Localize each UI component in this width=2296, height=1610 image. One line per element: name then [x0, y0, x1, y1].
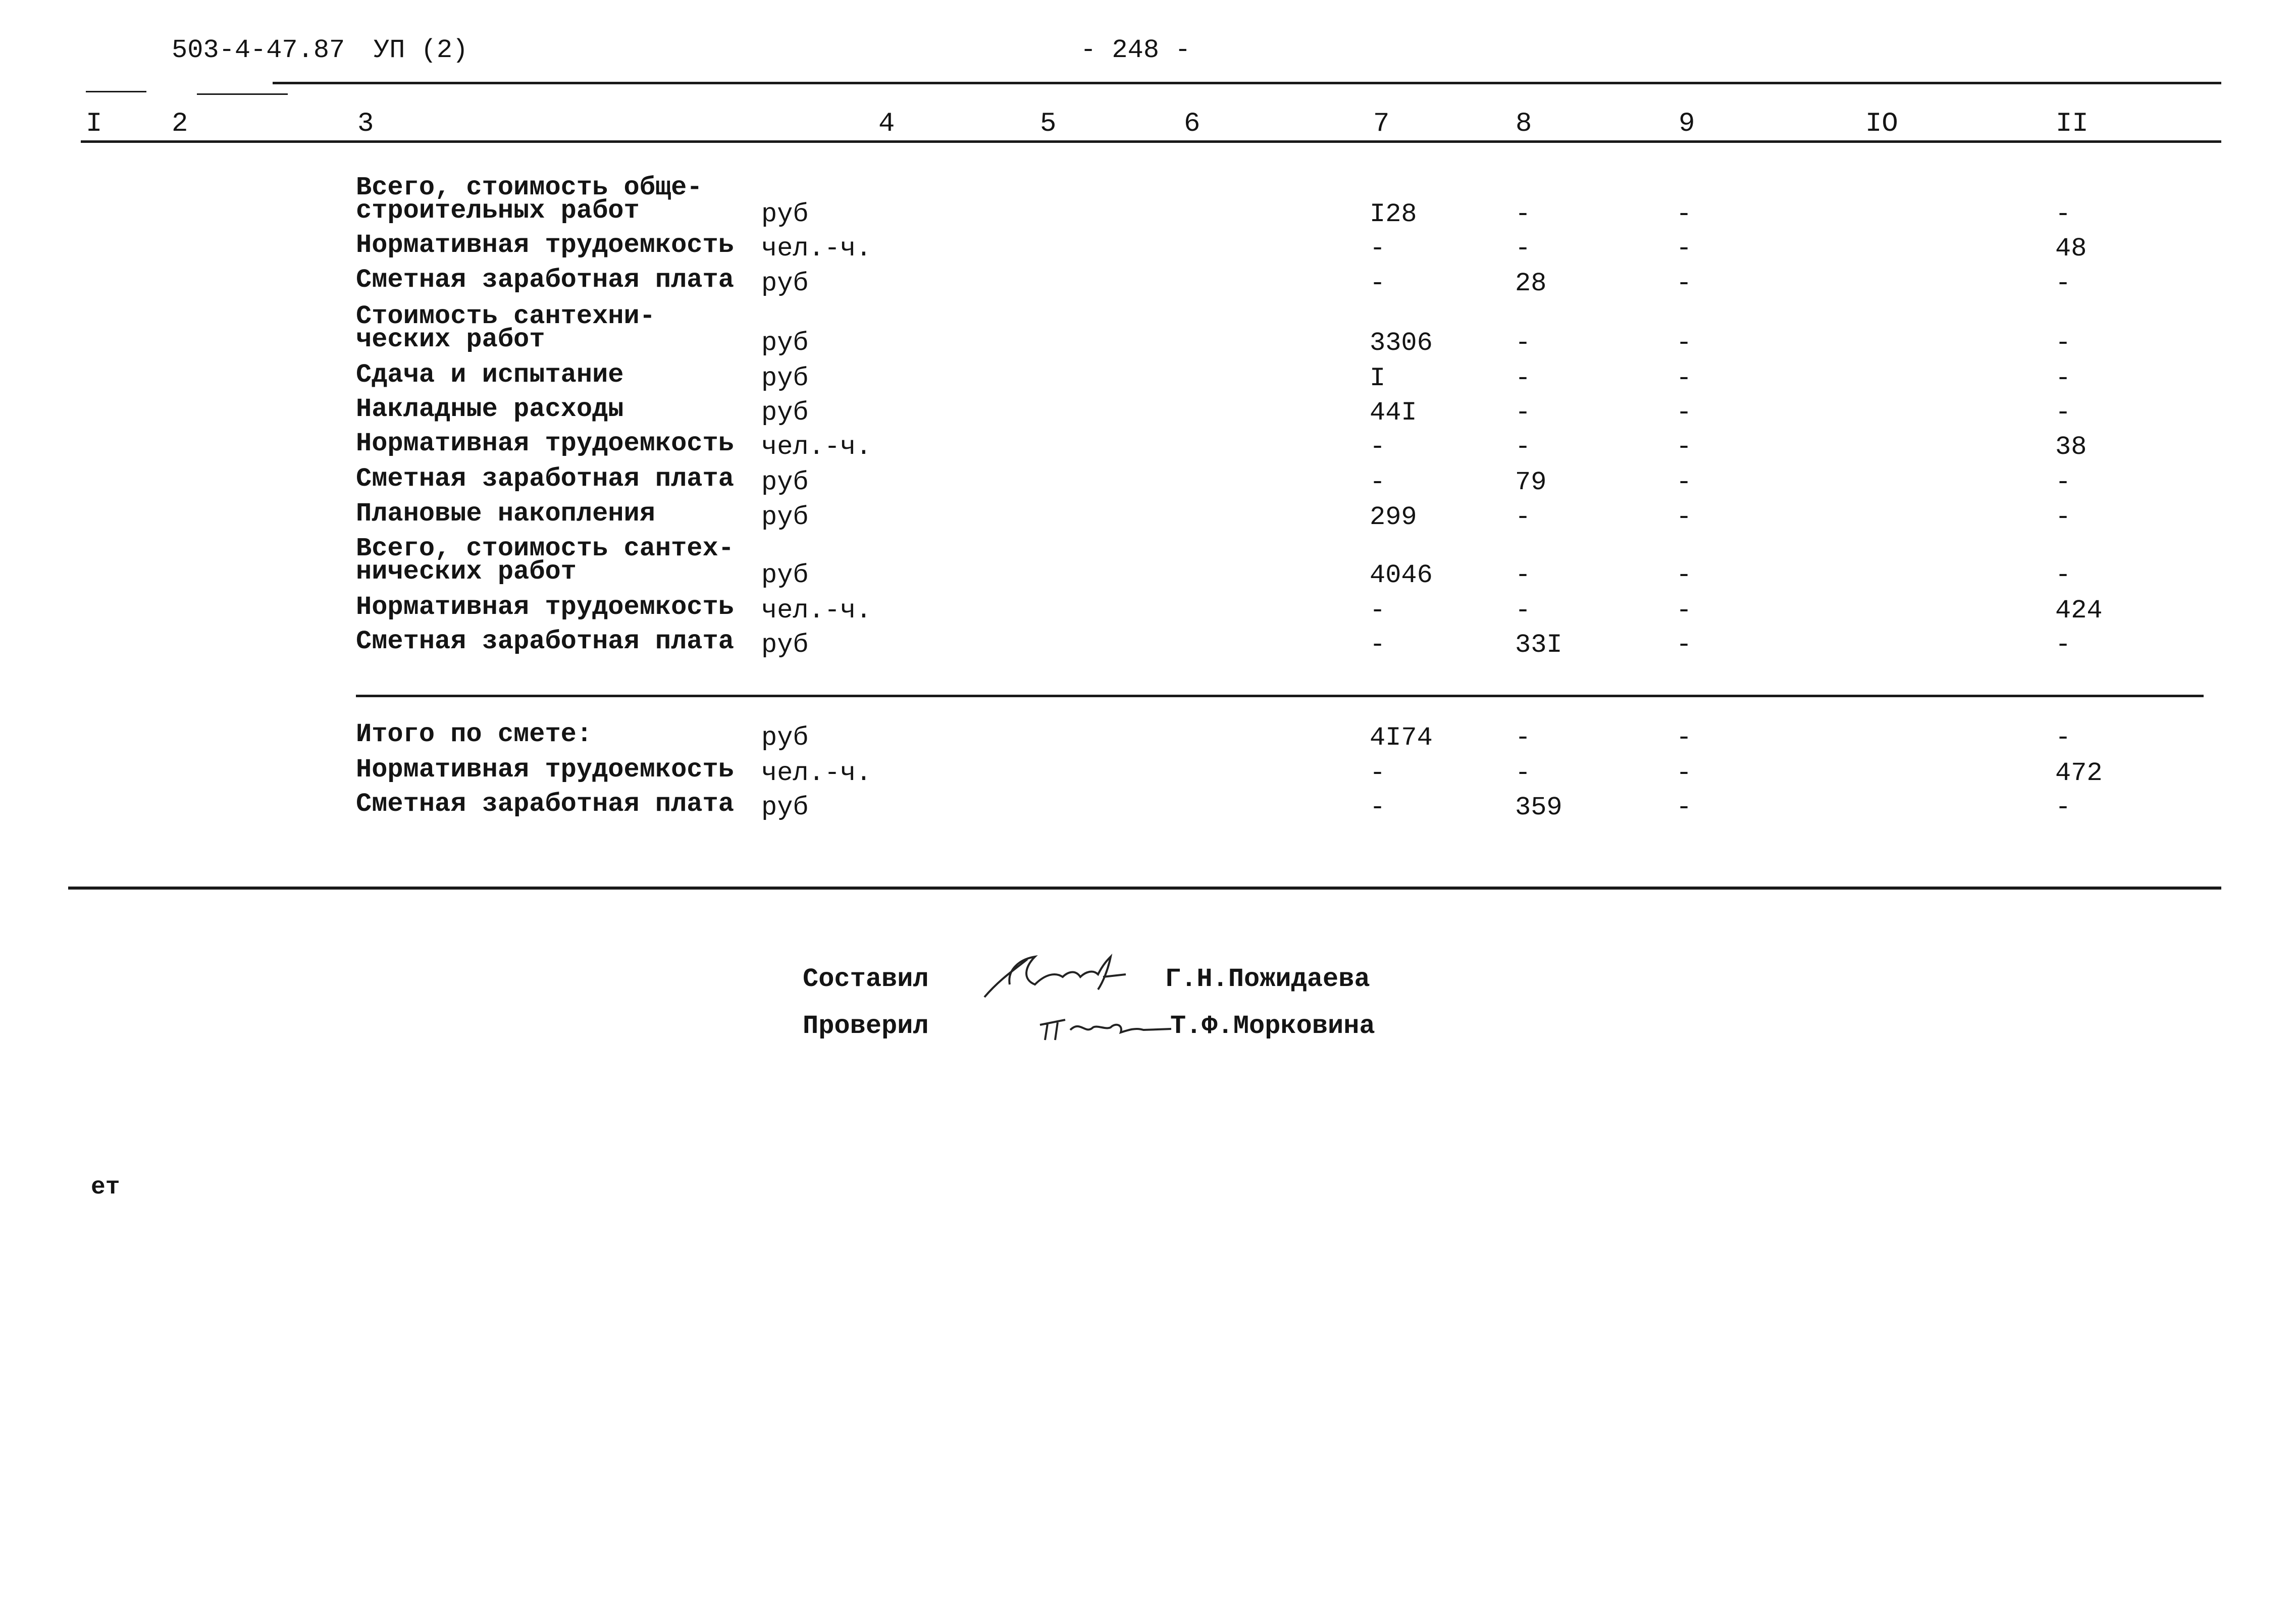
row-description: Нормативная трудоемкость — [356, 755, 734, 785]
row-col7-value: - — [1370, 630, 1386, 660]
row-col11-value: - — [2055, 723, 2071, 753]
row-description: Сметная заработная плата — [356, 627, 734, 656]
column-number: 6 — [1184, 109, 1201, 139]
row-description: Всего, стоимость обще- строительных работ — [356, 173, 703, 226]
document-code: 503-4-47.87 — [172, 35, 345, 65]
row-col11-value: - — [2055, 199, 2071, 229]
row-col9-value: - — [1676, 363, 1692, 393]
row-unit: руб — [761, 560, 809, 590]
row-col8-value: - — [1515, 398, 1531, 428]
row-col11-value: - — [2055, 793, 2071, 822]
row-unit: чел.-ч. — [761, 596, 872, 626]
row-col11-value: 48 — [2055, 234, 2087, 264]
row-description: Сметная заработная плата — [356, 789, 734, 819]
header-top-rule-fragment — [197, 93, 288, 95]
header-top-rule-fragment — [86, 91, 146, 92]
header-top-rule — [273, 82, 2221, 84]
row-col8-value: 79 — [1515, 468, 1547, 497]
header-bottom-rule — [81, 140, 2221, 143]
row-col7-value: 4I74 — [1370, 723, 1433, 753]
row-description: Сдача и испытание — [356, 360, 624, 390]
row-col11-value: - — [2055, 560, 2071, 590]
row-unit: чел.-ч. — [761, 432, 872, 462]
row-col7-value: 44I — [1370, 398, 1417, 428]
subtotal-rule — [356, 695, 2204, 697]
row-unit: чел.-ч. — [761, 758, 872, 788]
row-col11-value: 472 — [2055, 758, 2103, 788]
column-number: I — [86, 109, 102, 139]
row-col7-value: - — [1370, 596, 1386, 626]
row-col8-value: - — [1515, 234, 1531, 264]
table-bottom-rule — [68, 887, 2221, 890]
row-col7-value: - — [1370, 432, 1386, 462]
row-description: Стоимость сантехни- ческих работ — [356, 301, 655, 354]
row-description: Сметная заработная плата — [356, 464, 734, 494]
row-col7-value: 3306 — [1370, 328, 1433, 358]
row-col9-value: - — [1676, 269, 1692, 298]
row-col8-value: - — [1515, 596, 1531, 626]
row-unit: руб — [761, 363, 809, 393]
column-number: 7 — [1373, 109, 1390, 139]
row-col11-value: - — [2055, 269, 2071, 298]
row-col9-value: - — [1676, 199, 1692, 229]
checked-by-label: Проверил — [803, 1011, 929, 1041]
page-number: - 248 - — [1080, 35, 1191, 65]
row-col9-value: - — [1676, 596, 1692, 626]
row-col11-value: - — [2055, 630, 2071, 660]
row-col11-value: 424 — [2055, 596, 2103, 626]
column-number: 2 — [172, 109, 188, 139]
row-description: Итого по смете: — [356, 719, 593, 749]
row-col7-value: I — [1370, 363, 1386, 393]
row-col7-value: - — [1370, 234, 1386, 264]
row-col9-value: - — [1676, 630, 1692, 660]
column-number: 8 — [1516, 109, 1532, 139]
column-number: II — [2056, 109, 2089, 139]
row-description: Нормативная трудоемкость — [356, 230, 734, 260]
row-description: Сметная заработная плата — [356, 265, 734, 295]
column-number: 5 — [1040, 109, 1057, 139]
row-col8-value: 33I — [1515, 630, 1562, 660]
row-col11-value: - — [2055, 398, 2071, 428]
row-unit: руб — [761, 468, 809, 497]
row-col8-value: - — [1515, 723, 1531, 753]
row-description: Нормативная трудоемкость — [356, 592, 734, 622]
row-col8-value: - — [1515, 432, 1531, 462]
row-col8-value: 28 — [1515, 269, 1547, 298]
checked-by-name: Т.Ф.Морковина — [1170, 1011, 1375, 1041]
row-col8-value: - — [1515, 758, 1531, 788]
row-col8-value: - — [1515, 560, 1531, 590]
row-col9-value: - — [1676, 560, 1692, 590]
row-col11-value: - — [2055, 502, 2071, 532]
row-unit: руб — [761, 328, 809, 358]
row-col9-value: - — [1676, 398, 1692, 428]
row-col9-value: - — [1676, 723, 1692, 753]
row-unit: чел.-ч. — [761, 234, 872, 264]
compiled-signature — [979, 949, 1161, 1005]
row-col7-value: - — [1370, 468, 1386, 497]
column-number: 3 — [357, 109, 374, 139]
row-unit: руб — [761, 398, 809, 428]
row-description: Накладные расходы — [356, 394, 624, 424]
row-col9-value: - — [1676, 758, 1692, 788]
row-col11-value: - — [2055, 468, 2071, 497]
row-col8-value: - — [1515, 199, 1531, 229]
row-col8-value: - — [1515, 502, 1531, 532]
row-col9-value: - — [1676, 234, 1692, 264]
row-col7-value: - — [1370, 793, 1386, 822]
row-unit: руб — [761, 793, 809, 822]
row-col7-value: - — [1370, 758, 1386, 788]
row-col8-value: - — [1515, 363, 1531, 393]
row-col7-value: 4046 — [1370, 560, 1433, 590]
compiled-by-label: Составил — [803, 964, 929, 994]
row-col9-value: - — [1676, 793, 1692, 822]
column-number: 4 — [878, 109, 895, 139]
row-col11-value: 38 — [2055, 432, 2087, 462]
row-col8-value: 359 — [1515, 793, 1562, 822]
column-number: 9 — [1679, 109, 1695, 139]
row-description: Всего, стоимость сантех- нических работ — [356, 534, 734, 587]
row-col9-value: - — [1676, 432, 1692, 462]
row-col9-value: - — [1676, 502, 1692, 532]
row-unit: руб — [761, 723, 809, 753]
row-col11-value: - — [2055, 363, 2071, 393]
row-col9-value: - — [1676, 468, 1692, 497]
column-number: IO — [1865, 109, 1898, 139]
row-col7-value: 299 — [1370, 502, 1417, 532]
footer-mark: ет — [91, 1174, 120, 1201]
row-unit: руб — [761, 502, 809, 532]
document-section: УП (2) — [374, 35, 468, 65]
row-col7-value: - — [1370, 269, 1386, 298]
row-description: Нормативная трудоемкость — [356, 429, 734, 458]
row-col9-value: - — [1676, 328, 1692, 358]
row-unit: руб — [761, 199, 809, 229]
row-description: Плановые накопления — [356, 499, 655, 529]
row-unit: руб — [761, 630, 809, 660]
row-col7-value: I28 — [1370, 199, 1417, 229]
compiled-by-name: Г.Н.Пожидаева — [1165, 964, 1370, 994]
row-col8-value: - — [1515, 328, 1531, 358]
row-unit: руб — [761, 269, 809, 298]
row-col11-value: - — [2055, 328, 2071, 358]
